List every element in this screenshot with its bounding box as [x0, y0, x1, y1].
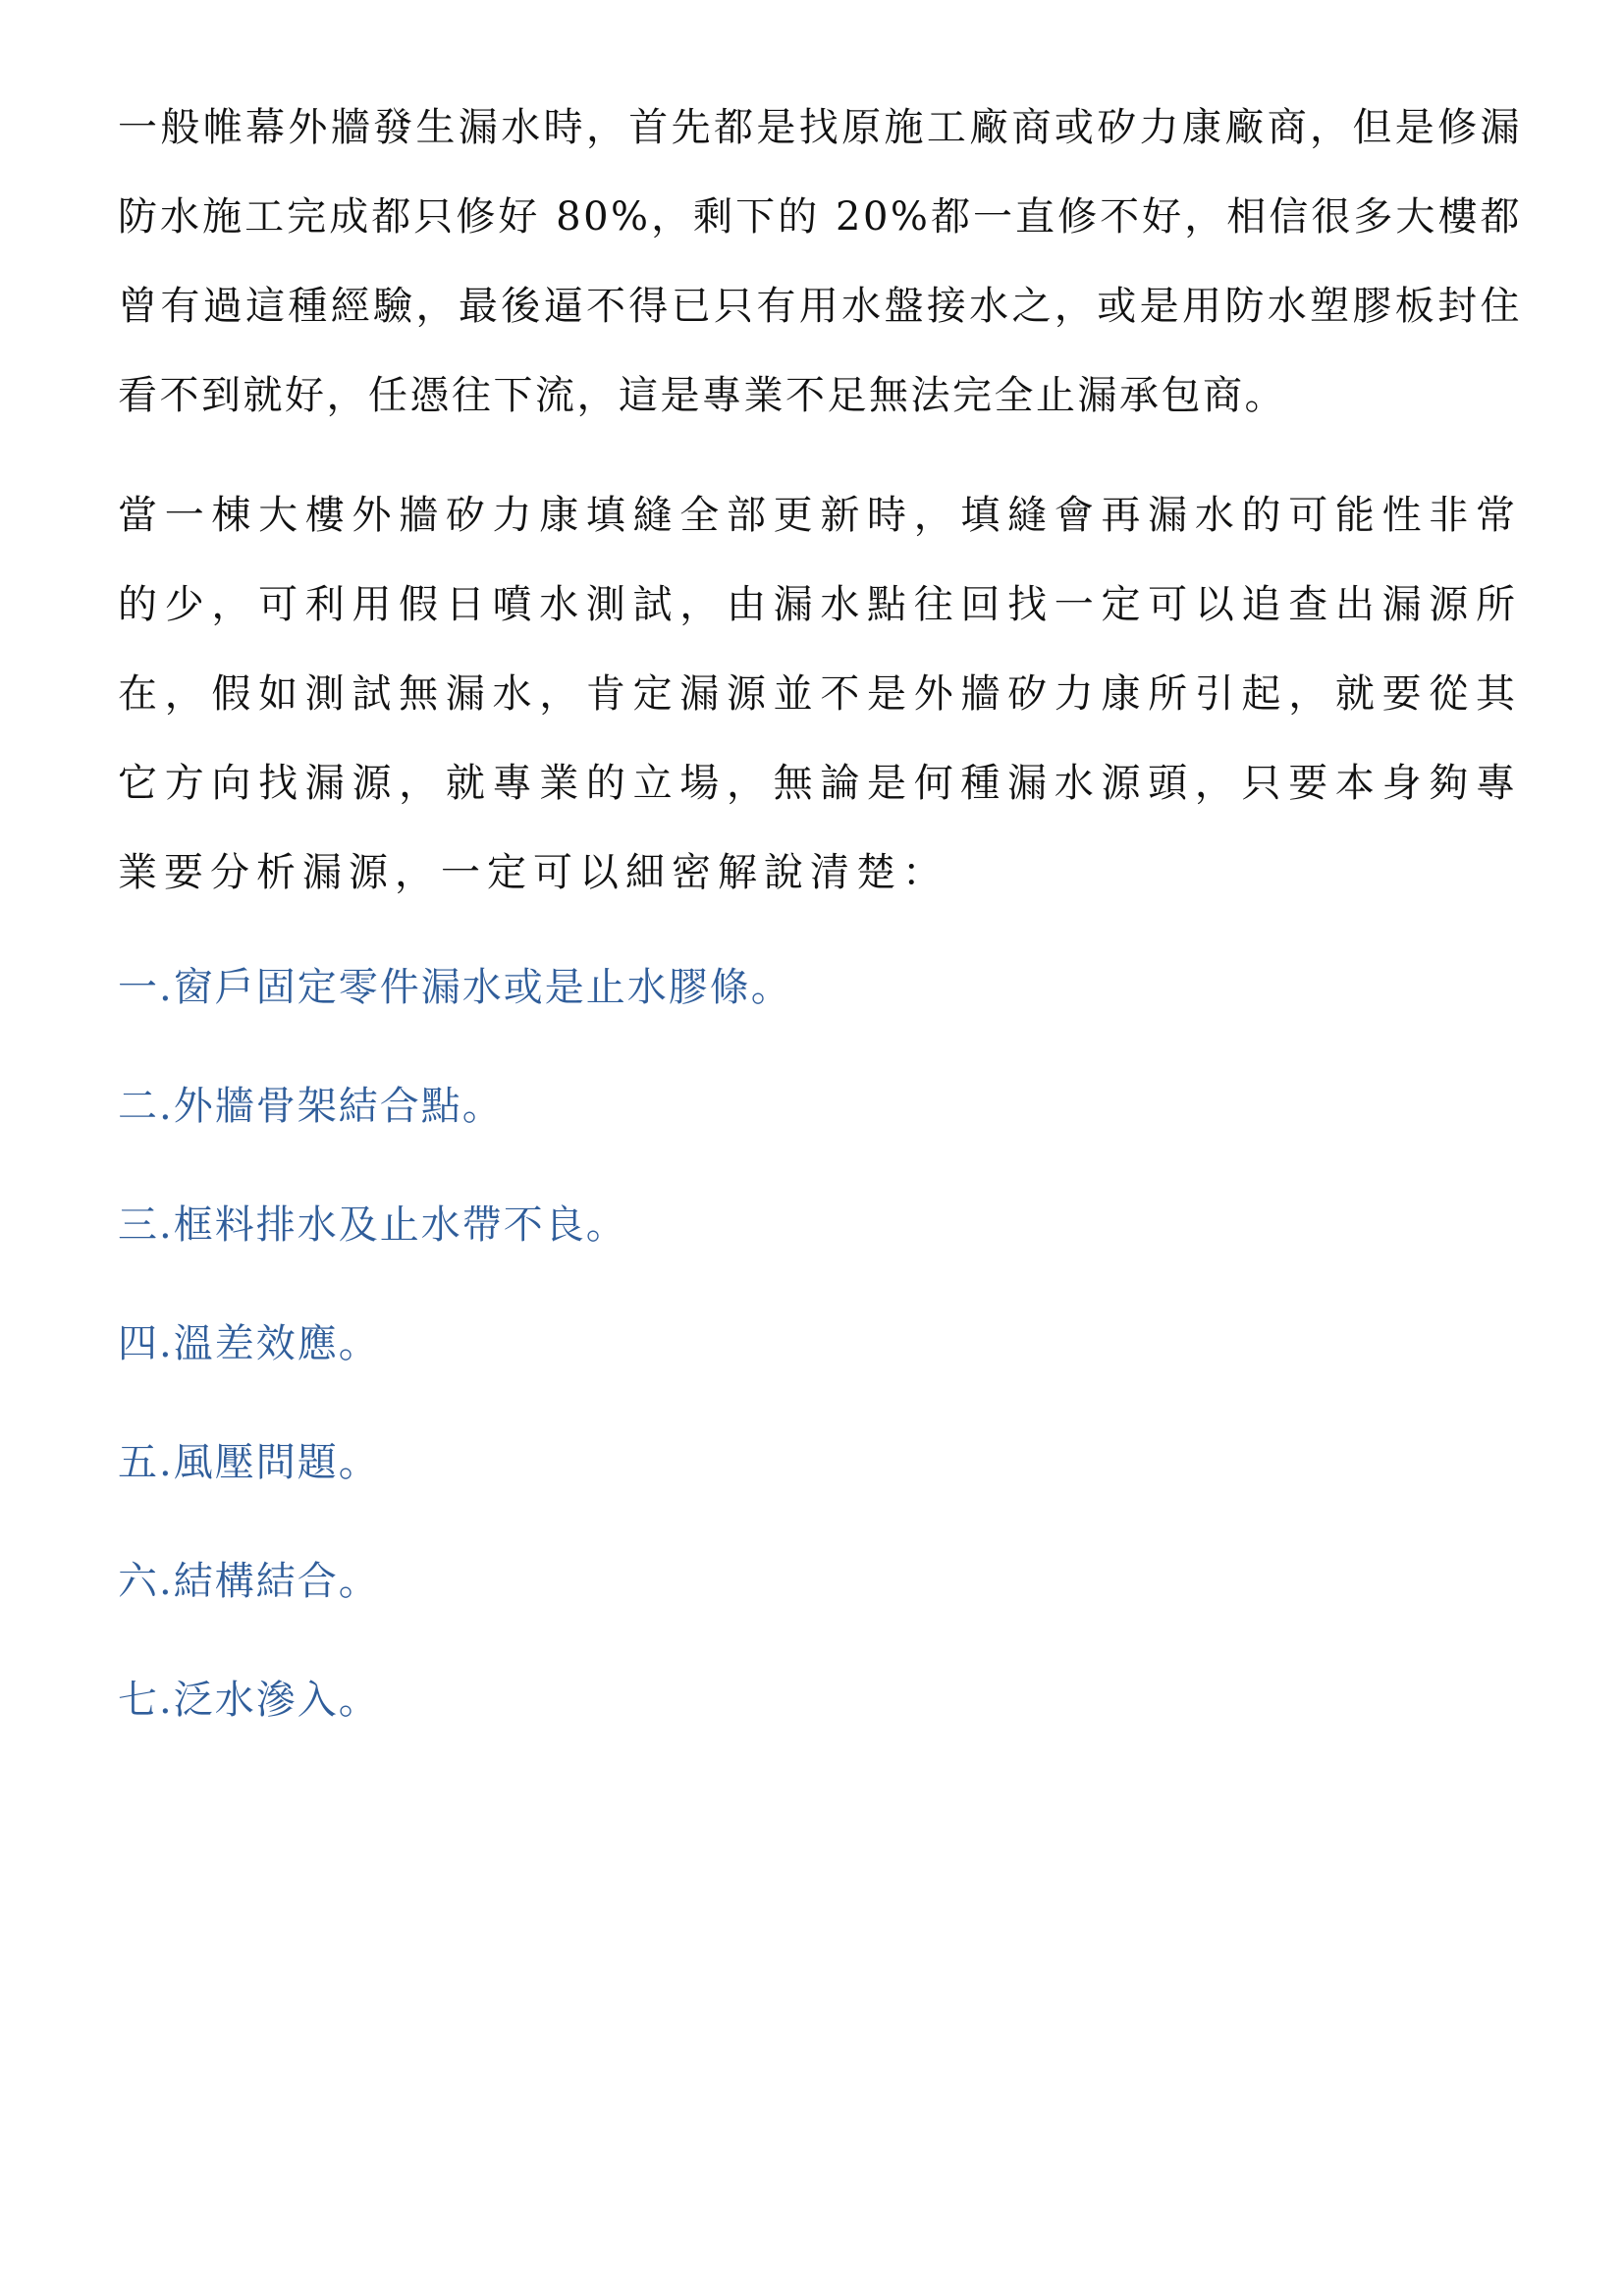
intro-paragraph: 一般帷幕外牆發生漏水時，首先都是找原施工廠商或矽力康廠商，但是修漏防水施工完成都只修好 80%，剩下的 20%都一直修不好，相信很多大樓都曾有過這種經驗，最後逼不得已只有用水盤接水之，或是用防水塑膠板封住看不到就好，任憑往下流，這是專業不足無法完全止漏承包商。 — [118, 105, 1522, 418]
list-item: 七.泛水滲入。 — [118, 1678, 380, 1723]
list-item: 六.結構結合。 — [118, 1559, 380, 1604]
list-item: 二.外牆骨架結合點。 — [118, 1084, 504, 1129]
analysis-paragraph: 當一棟大樓外牆矽力康填縫全部更新時，填縫會再漏水的可能性非常的少，可利用假日噴水測試，由漏水點往回找一定可以追查出漏源所在，假如測試無漏水，肯定漏源並不是外牆矽力康所引起，就要從其它方向找漏源，就專業的立場，無論是何種漏水源頭，只要本身夠專業要分析漏源，一定可以細密解說清楚： — [118, 493, 1522, 895]
list-item: 四.溫差效應。 — [118, 1321, 380, 1366]
list-item: 三.框料排水及止水帶不良。 — [118, 1202, 627, 1248]
list-item: 五.風壓問題。 — [118, 1440, 380, 1485]
leak-source-list — [118, 958, 1394, 1789]
list-item: 一.窗戶固定零件漏水或是止水膠條。 — [118, 965, 792, 1010]
